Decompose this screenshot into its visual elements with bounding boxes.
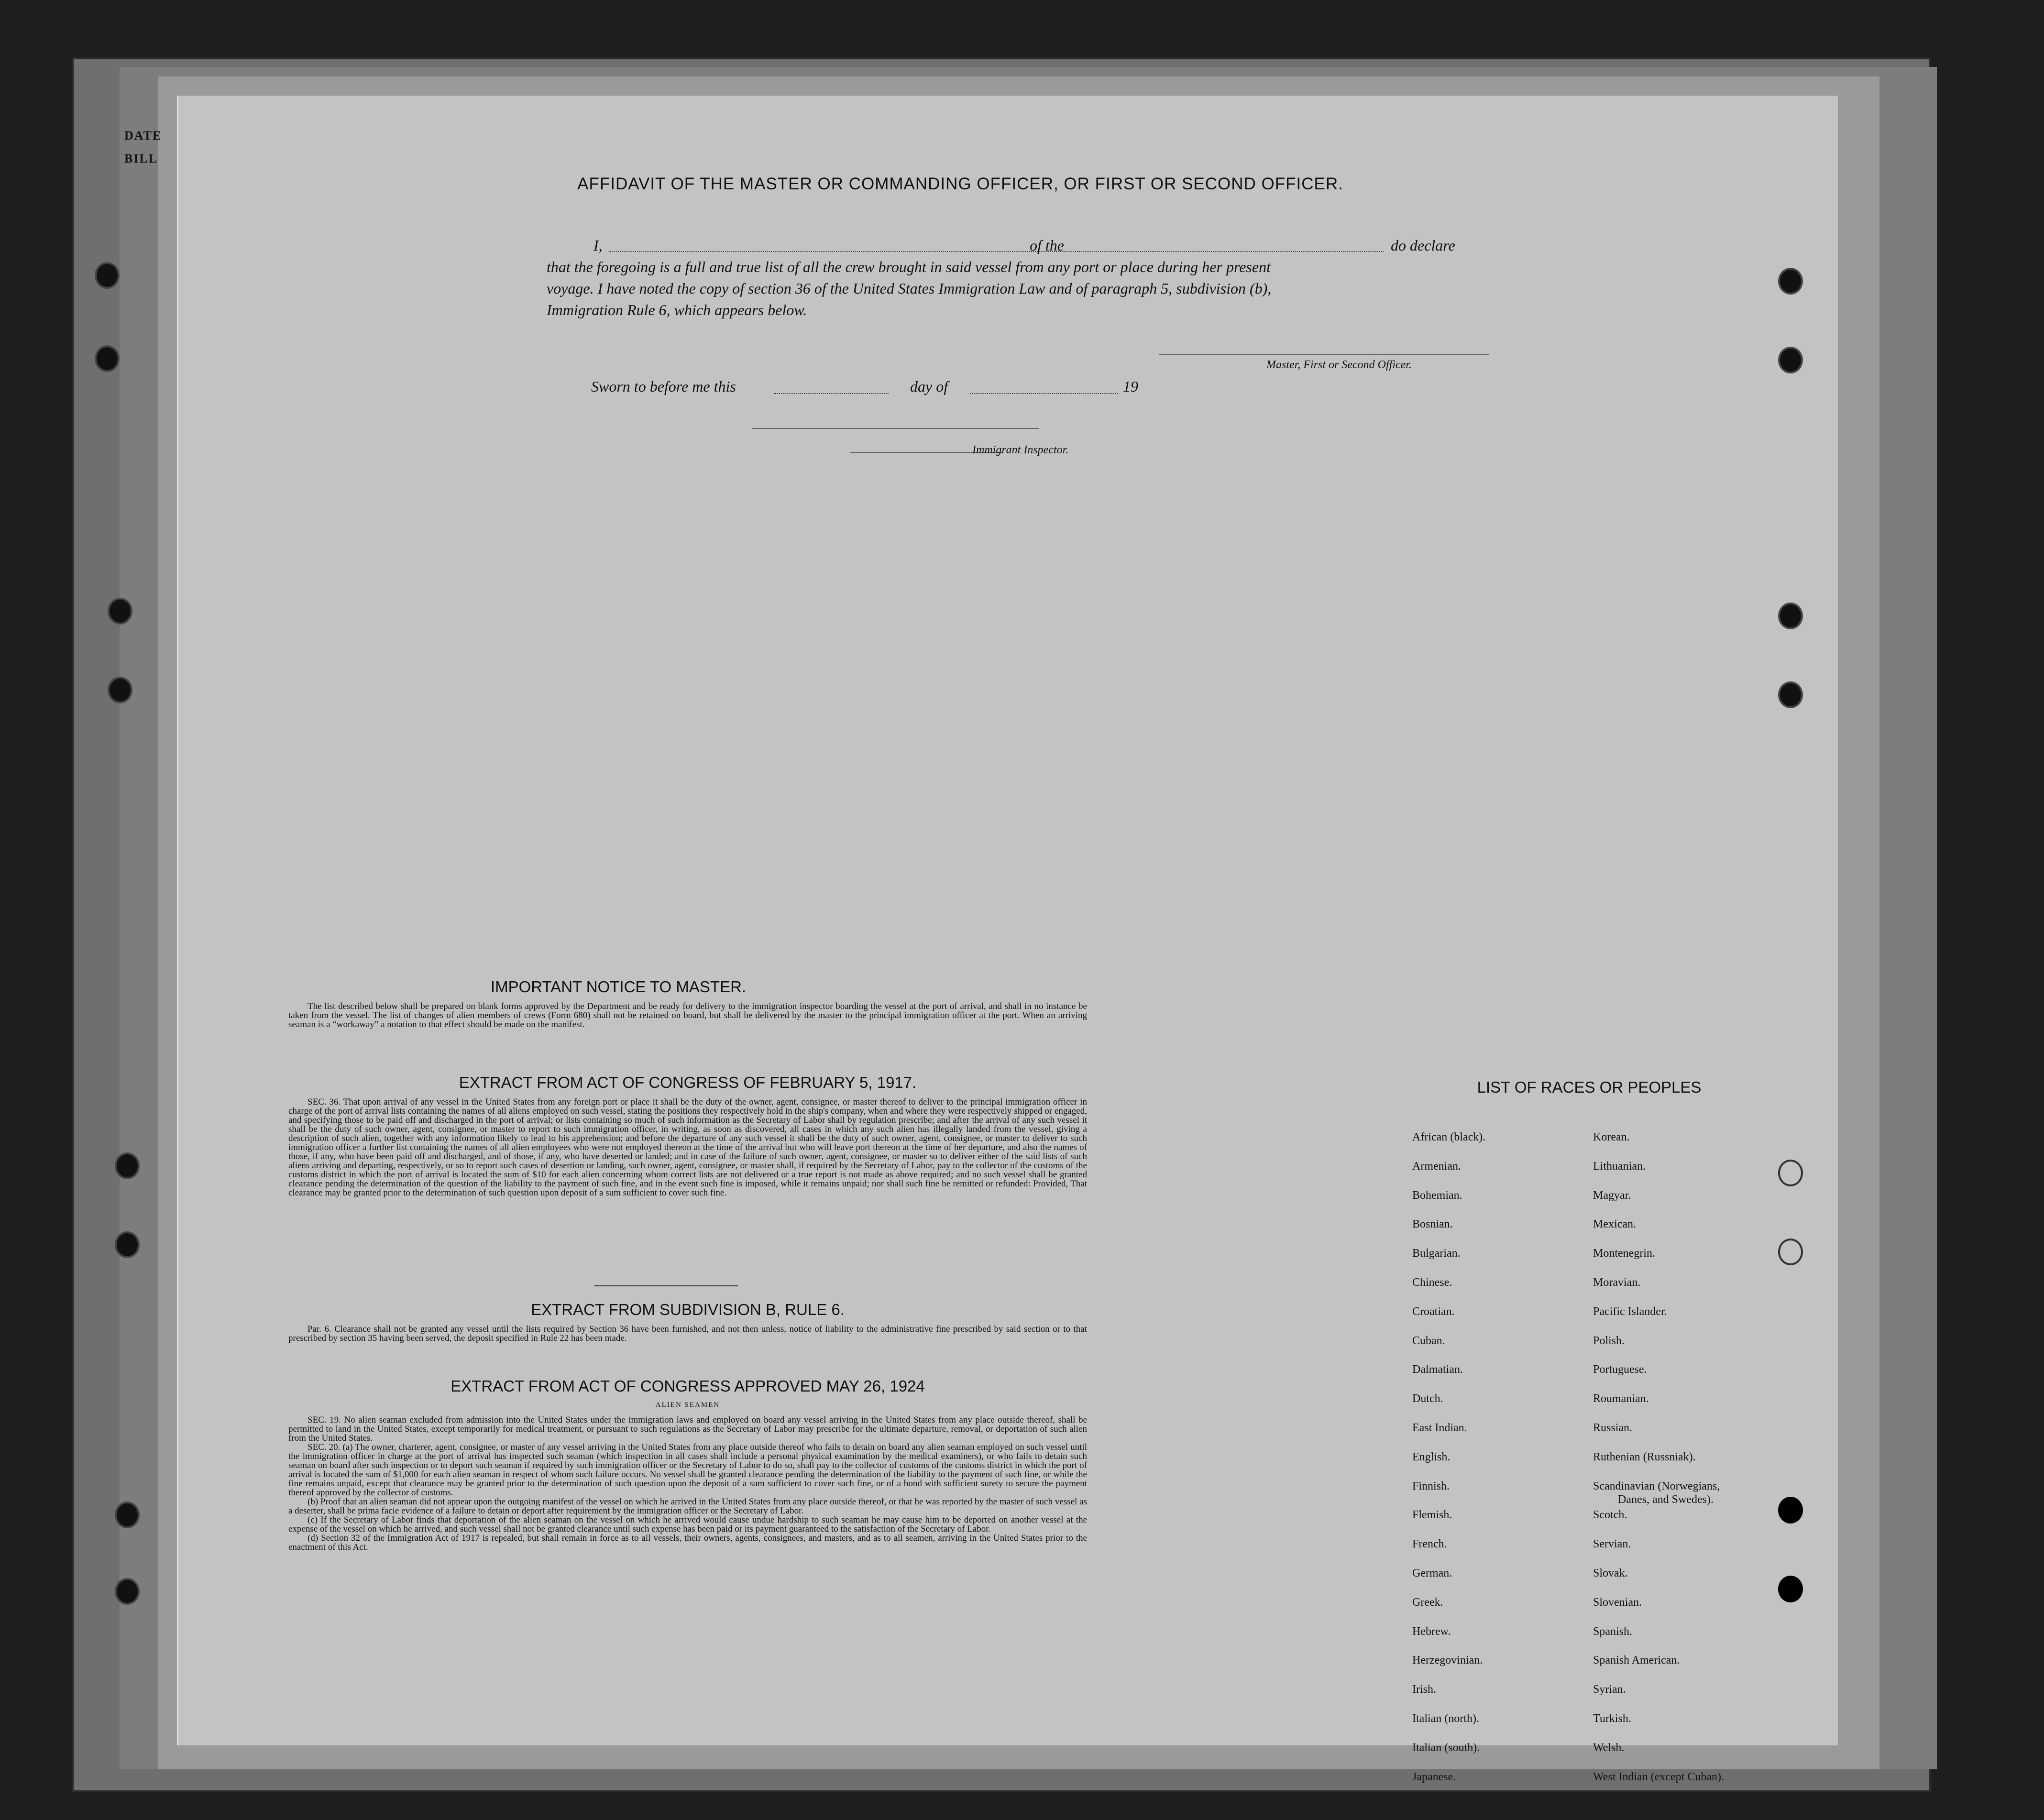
race-item: Herzegovinian. (1412, 1654, 1483, 1667)
punch-hole (1778, 681, 1803, 708)
races-list-title: LIST OF RACES OR PEOPLES (1477, 1078, 1702, 1096)
notice-paragraph: The list described below shall be prepared on blank forms approved by the Department and be ready for delivery to the immigration inspector boarding the vessel at the port of arrival, and shall in no instance be taken from the vessel. The list of changes of alien members of crews (Form 680) shall not be retained on board, but shall be delivered by the master to the principal immigration officer at the port. When an arriving seaman is a “workaway” a notation to that effect should be made on the manifest. (288, 1001, 1087, 1030)
race-item: Moravian. (1593, 1276, 1641, 1289)
race-item: Armenian. (1412, 1160, 1461, 1173)
affidavit-i: I, (593, 237, 603, 254)
punch-hole (1778, 603, 1803, 629)
race-item: Polish. (1593, 1335, 1625, 1347)
vessel-blank (1077, 251, 1384, 252)
punch-hole (115, 1152, 140, 1179)
day-of-text: day of (910, 378, 948, 395)
race-item: English. (1412, 1451, 1451, 1463)
race-item: Pacific Islander. (1593, 1305, 1667, 1318)
punch-hole (1778, 268, 1803, 295)
race-item: Croatian. (1412, 1305, 1455, 1318)
race-item: Slovak. (1593, 1567, 1628, 1579)
punch-hole (1778, 1160, 1803, 1186)
sworn-day-blank (774, 393, 889, 394)
extract-1924-title: EXTRACT FROM ACT OF CONGRESS APPROVED MAY 26, 1924 (451, 1377, 925, 1395)
race-item: African (black). (1412, 1131, 1486, 1143)
race-item: Scandinavian (Norwegians, (1593, 1480, 1720, 1492)
sec-20d-paragraph: (d) Section 32 of the Immigration Act of 1917 is repealed, but shall remain in force as to all vessels, their owners, agents, consignees, and masters, and as to all seamen, arriving in the United States prior to the enactment of this Act. (288, 1533, 1087, 1552)
race-item: Syrian. (1593, 1683, 1626, 1696)
affidavit-do-declare: do declare (1391, 237, 1455, 254)
race-item: Cuban. (1412, 1335, 1445, 1347)
inspector-signature-line-1 (752, 428, 1039, 429)
race-item: Spanish. (1593, 1625, 1633, 1638)
race-item: Japanese. (1412, 1771, 1456, 1783)
punch-hole (1778, 1497, 1803, 1524)
race-item: East Indian. (1412, 1422, 1467, 1434)
race-item: Hebrew. (1412, 1625, 1451, 1638)
race-item: Bohemian. (1412, 1189, 1462, 1202)
race-item: Irish. (1412, 1683, 1436, 1696)
race-item: Welsh. (1593, 1742, 1625, 1754)
race-item: Mexican. (1593, 1218, 1636, 1230)
notice-text (288, 1002, 1087, 1029)
sec-20a-paragraph: SEC. 20. (a) The owner, charterer, agent, consignee, or master of any vessel arriving in the United States from any place outside thereof who fails to detain on board any alien seaman employed on such vessel until the immigration officer in charge at the port of arrival has inspected such seaman (which inspection in all cases shall include a personal physical examination by the medical examiners), or who fails to detain such seaman on board after such inspection or to deport such seaman if required by such immigration officer or the Secretary of Labor to do so, shall pay to the collector of customs of the customs district in which the port of arrival is located the sum of $1,000 for each alien seaman in respect of whom such failure occurs. No vessel shall be granted clearance pending the determination of the liability to the payment of such fine, or while the fine remains unpaid, except that clearance may be granted prior to the determination of such question upon the deposit of a sum sufficient to cover such fine, or of a bond with sufficient surety to secure the payment thereof approved by the collector of customs. (288, 1442, 1087, 1498)
race-item: Flemish. (1412, 1509, 1452, 1521)
race-item: Finnish. (1412, 1480, 1450, 1492)
sworn-text: Sworn to before me this (591, 378, 736, 395)
race-item: Magyar. (1593, 1189, 1631, 1202)
race-item: French. (1412, 1538, 1447, 1550)
master-signature-line (1159, 354, 1489, 355)
year-prefix: 19 (1123, 378, 1138, 395)
race-item: West Indian (except Cuban). (1593, 1771, 1724, 1783)
punch-hole (1778, 1576, 1803, 1602)
tab-label-line: BILL (124, 152, 158, 165)
punch-hole (115, 1578, 140, 1605)
race-item: Bosnian. (1412, 1218, 1453, 1230)
race-item: Spanish American. (1593, 1654, 1680, 1667)
affidavit-line-3: voyage. I have noted the copy of section 36 of the United States Immigration Law and of paragraph 5, subdivision (b), (547, 280, 1272, 297)
punch-hole (1778, 347, 1803, 373)
race-item: Italian (north). (1412, 1712, 1479, 1725)
affidavit-line-2: that the foregoing is a full and true list of all the crew brought in said vessel from any port or place during her present (547, 258, 1271, 275)
document-page (177, 96, 1838, 1783)
extract-1924-text (288, 1415, 1087, 1552)
race-item: Italian (south). (1412, 1742, 1480, 1754)
race-item: Roumanian. (1593, 1392, 1649, 1405)
race-item: German. (1412, 1567, 1452, 1579)
section-divider (594, 1285, 738, 1286)
race-item-continuation: Danes, and Swedes). (1618, 1493, 1714, 1506)
extract-1917-text (288, 1097, 1087, 1197)
rule6-paragraph: Par. 6. Clearance shall not be granted any vessel until the lists required by Section 36 have been furnished, and not then unless, notice of liability to the administrative fine prescribed by said section or to that prescribed by section 35 having been served, the deposit specified in Rule 22 has been made. (288, 1324, 1087, 1343)
extract-1917-title: EXTRACT FROM ACT OF CONGRESS OF FEBRUARY 5, 1917. (459, 1074, 917, 1091)
punch-hole (95, 262, 120, 289)
folder-tab-label (124, 124, 162, 170)
race-item: Dutch. (1412, 1392, 1443, 1405)
notice-title: IMPORTANT NOTICE TO MASTER. (490, 978, 747, 996)
extract-rule6-text (288, 1325, 1087, 1343)
punch-hole (95, 345, 120, 372)
race-item: Greek. (1412, 1596, 1443, 1609)
affidavit-title: AFFIDAVIT OF THE MASTER OR COMMANDING OFFICER, OR FIRST OR SECOND OFFICER. (577, 175, 1343, 193)
race-item: Korean. (1593, 1131, 1630, 1143)
race-item: Dalmatian. (1412, 1363, 1463, 1376)
sec-20c-paragraph: (c) If the Secretary of Labor finds that deportation of the alien seaman on the vessel on which he arrived would cause undue hardship to such seaman he may cause him to be deported on another vessel at the expense of the vessel on which he arrived, and such vessel shall not be granted clearance until such expense has been paid or its payment guaranteed to the satisfaction of the Secretary of Labor. (288, 1515, 1087, 1534)
race-item: Portuguese. (1593, 1363, 1647, 1376)
race-item: Bulgarian. (1412, 1247, 1461, 1260)
punch-hole (1778, 1239, 1803, 1265)
sec-19-paragraph: SEC. 19. No alien seaman excluded from admission into the United States under the immigration laws and employed on board any vessel arriving in the United States from any place outside thereof, shall be permitted to land in the United States, except temporarily for medical treatment, or pursuant to such regulations as the Secretary of Labor may prescribe for the ultimate departure, removal, or deportation of such alien from the United States. (288, 1415, 1087, 1443)
section-36-paragraph: SEC. 36. That upon arrival of any vessel in the United States from any foreign port or place it shall be the duty of the owner, agent, consignee, or master thereof to deliver to the principal immigration officer in charge of the port of arrival lists containing the names of all aliens employed on such vessel, stating the positions they respectively hold in the ship's company, when and where they were respectively shipped or engaged, and specifying those to be paid off and discharged in the port of arrival; or lists containing so much of such information as the Secretary of Labor shall by regulation prescribe; and after the arrival of any such vessel it shall be the duty of such owner, agent, consignee, or master to report to such immigration officer, in writing, as soon as discovered, all cases in which any such alien has illegally landed from the vessel, giving a description of such alien, together with any information likely to lead to his apprehension; and before the departure of any such vessel it shall be the duty of such owner, agent, consignee, or master to deliver to such immigration officer a further list containing the names of all alien employees who were not employed thereon at the time of the arrival but who will leave port thereon at the time of her departure, and also the names of those, if any, who have been paid off and discharged, and of those, if any, who have deserted or landed; and in case of the failure of such owner, agent, consignee, or master so to deliver either of the said lists of such aliens arriving and departing, respectively, or so to report such cases of desertion or landing, such owner, agent, consignee, or master shall, if required by the Secretary of Labor, pay to the collector of the customs of the customs district in which the port of arrival is located the sum of $10 for each alien concerning whom correct lists are not delivered or a true report is not made as above required; and no such vessel shall be granted clearance pending the determination of the question of the liability to the payment of such fine, and in the event such fine is imposed, while it remains unpaid; nor shall such fine be remitted or refunded: Provided, That clearance may be granted prior to the determination of such question upon deposit of a sum sufficient to cover such fine. (288, 1097, 1087, 1198)
extract-rule6-title: EXTRACT FROM SUBDIVISION B, RULE 6. (531, 1301, 845, 1318)
inspector-label: Immigrant Inspector. (972, 444, 1069, 456)
punch-hole (108, 677, 132, 703)
punch-hole (115, 1502, 140, 1528)
race-item: Montenegrin. (1593, 1247, 1655, 1260)
tab-label-line: DATE (124, 129, 162, 143)
race-item: Turkish. (1593, 1712, 1631, 1725)
alien-seamen-subtitle: ALIEN SEAMEN (655, 1401, 720, 1409)
race-item: Slovenian. (1593, 1596, 1642, 1609)
sec-20b-paragraph: (b) Proof that an alien seaman did not appear upon the outgoing manifest of the vessel on which he arrived in the United States from any place outside thereof, or that he was reported by the master of such vessel as a deserter, shall be prima facie evidence of a failure to detain or deport after requirement by the immigration officer or the Secretary of Labor. (288, 1497, 1087, 1516)
name-blank (609, 251, 1154, 252)
affidavit-of-the: of the (1030, 237, 1064, 254)
race-item: Ruthenian (Russniak). (1593, 1451, 1696, 1463)
affidavit-line-4: Immigration Rule 6, which appears below. (547, 301, 807, 318)
race-item: Russian. (1593, 1422, 1633, 1434)
race-item: Scotch. (1593, 1509, 1627, 1521)
master-signature-label: Master, First or Second Officer. (1266, 359, 1412, 371)
race-item: Chinese. (1412, 1276, 1452, 1289)
month-blank (970, 393, 1118, 394)
punch-hole (108, 598, 132, 625)
race-item: Servian. (1593, 1538, 1631, 1550)
race-item: Lithuanian. (1593, 1160, 1646, 1173)
punch-hole (115, 1231, 140, 1258)
